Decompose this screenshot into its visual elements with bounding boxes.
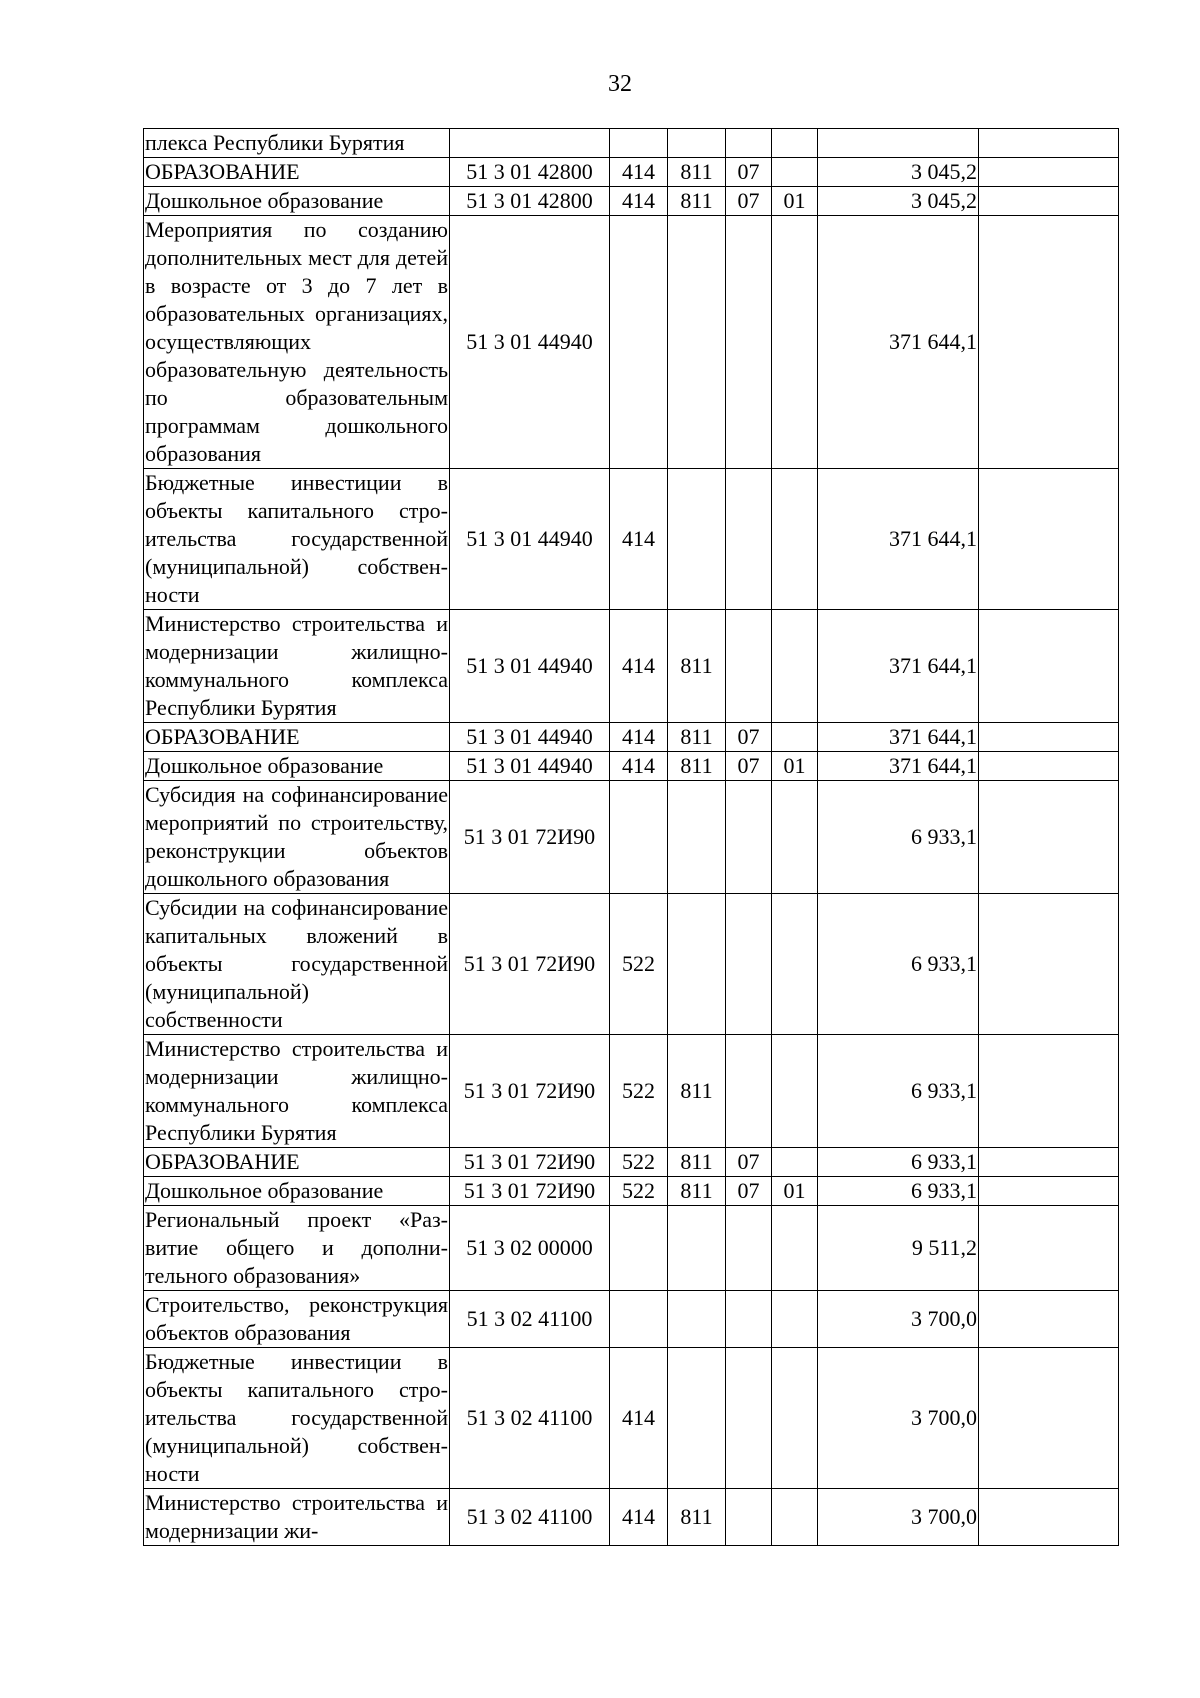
expense-type-cell: 522 <box>610 1035 668 1148</box>
expense-type-cell: 522 <box>610 1148 668 1177</box>
extra-amount-cell <box>979 1148 1119 1177</box>
amount-cell: 371 644,1 <box>818 216 979 469</box>
extra-amount-cell <box>979 1489 1119 1546</box>
administrator-code-cell <box>668 129 726 158</box>
section-code-cell <box>726 1348 772 1489</box>
expense-type-cell: 414 <box>610 469 668 610</box>
target-article-code-cell: 51 3 01 42800 <box>450 158 610 187</box>
page-number: 32 <box>608 71 632 97</box>
section-code-cell <box>726 1206 772 1291</box>
extra-amount-cell <box>979 1206 1119 1291</box>
table-row <box>144 1206 1119 1291</box>
extra-amount-cell <box>979 894 1119 1035</box>
row-name-cell: Бюджетные инвестиции в объекты капитального строительства государственной (муниципальной) собственности <box>144 1348 450 1489</box>
expense-type-cell: 414 <box>610 158 668 187</box>
table-row <box>144 781 1119 894</box>
amount-cell: 3 045,2 <box>818 187 979 216</box>
row-name-cell: Министерство строительства и модернизации жилищно-коммунального комплекса Республики Бурятия <box>144 610 450 723</box>
section-code-cell <box>726 894 772 1035</box>
administrator-code-cell: 811 <box>668 1148 726 1177</box>
target-article-code-cell: 51 3 01 72И90 <box>450 894 610 1035</box>
table-row <box>144 610 1119 723</box>
row-name-cell: ОБРАЗОВАНИЕ <box>144 723 450 752</box>
table-row <box>144 723 1119 752</box>
expense-type-cell: 414 <box>610 187 668 216</box>
target-article-code-cell: 51 3 01 44940 <box>450 469 610 610</box>
amount-cell <box>818 129 979 158</box>
administrator-code-cell: 811 <box>668 752 726 781</box>
amount-cell: 6 933,1 <box>818 781 979 894</box>
amount-cell: 371 644,1 <box>818 723 979 752</box>
table-row <box>144 1035 1119 1148</box>
administrator-code-cell <box>668 781 726 894</box>
section-code-cell <box>726 216 772 469</box>
expense-type-cell: 414 <box>610 1348 668 1489</box>
subsection-code-cell <box>772 1348 818 1489</box>
row-name-cell: Субсидия на софинансирование мероприятий по строительству, реконструкции объектов дошкольного образования <box>144 781 450 894</box>
subsection-code-cell <box>772 610 818 723</box>
target-article-code-cell: 51 3 01 42800 <box>450 187 610 216</box>
subsection-code-cell <box>772 1206 818 1291</box>
extra-amount-cell <box>979 469 1119 610</box>
table-row <box>144 1489 1119 1546</box>
amount-cell: 3 700,0 <box>818 1489 979 1546</box>
extra-amount-cell <box>979 610 1119 723</box>
section-code-cell <box>726 469 772 610</box>
amount-cell: 9 511,2 <box>818 1206 979 1291</box>
row-name-cell: Региональный проект «Развитие общего и дополнительного образования» <box>144 1206 450 1291</box>
expense-type-cell: 522 <box>610 894 668 1035</box>
section-code-cell <box>726 1035 772 1148</box>
expense-type-cell <box>610 781 668 894</box>
administrator-code-cell: 811 <box>668 1177 726 1206</box>
target-article-code-cell: 51 3 01 44940 <box>450 610 610 723</box>
row-name-cell: Министерство строительства и модернизации жи- <box>144 1489 450 1546</box>
table-row <box>144 158 1119 187</box>
administrator-code-cell: 811 <box>668 723 726 752</box>
subsection-code-cell <box>772 469 818 610</box>
subsection-code-cell <box>772 894 818 1035</box>
administrator-code-cell <box>668 216 726 469</box>
table-row <box>144 469 1119 610</box>
budget-table <box>143 128 1119 1546</box>
row-name-cell: Дошкольное образование <box>144 1177 450 1206</box>
table-row <box>144 129 1119 158</box>
expense-type-cell <box>610 1206 668 1291</box>
extra-amount-cell <box>979 752 1119 781</box>
target-article-code-cell: 51 3 01 44940 <box>450 723 610 752</box>
subsection-code-cell: 01 <box>772 187 818 216</box>
subsection-code-cell <box>772 1035 818 1148</box>
amount-cell: 6 933,1 <box>818 894 979 1035</box>
target-article-code-cell: 51 3 02 41100 <box>450 1291 610 1348</box>
subsection-code-cell <box>772 1489 818 1546</box>
amount-cell: 371 644,1 <box>818 610 979 723</box>
table-row <box>144 1148 1119 1177</box>
expense-type-cell: 522 <box>610 1177 668 1206</box>
section-code-cell <box>726 781 772 894</box>
table-row <box>144 1348 1119 1489</box>
row-name-cell: Мероприятия по созданию дополнительных мест для детей в возрасте от 3 до 7 лет в образовательных организациях, осуществляющих образовательную деятельность по образовательным программам дошкольного образования <box>144 216 450 469</box>
expense-type-cell <box>610 1291 668 1348</box>
target-article-code-cell: 51 3 01 72И90 <box>450 1148 610 1177</box>
target-article-code-cell: 51 3 01 72И90 <box>450 1035 610 1148</box>
administrator-code-cell: 811 <box>668 1489 726 1546</box>
subsection-code-cell <box>772 216 818 469</box>
administrator-code-cell <box>668 1206 726 1291</box>
target-article-code-cell: 51 3 01 44940 <box>450 752 610 781</box>
section-code-cell: 07 <box>726 187 772 216</box>
extra-amount-cell <box>979 1291 1119 1348</box>
extra-amount-cell <box>979 1035 1119 1148</box>
row-name-cell: плекса Республики Бурятия <box>144 129 450 158</box>
amount-cell: 3 700,0 <box>818 1348 979 1489</box>
row-name-cell: Дошкольное образование <box>144 752 450 781</box>
amount-cell: 3 700,0 <box>818 1291 979 1348</box>
subsection-code-cell: 01 <box>772 752 818 781</box>
section-code-cell <box>726 1291 772 1348</box>
subsection-code-cell <box>772 1148 818 1177</box>
extra-amount-cell <box>979 216 1119 469</box>
table-row <box>144 752 1119 781</box>
expense-type-cell <box>610 216 668 469</box>
expense-type-cell: 414 <box>610 610 668 723</box>
table-body <box>144 129 1119 1546</box>
expense-type-cell <box>610 129 668 158</box>
table-row <box>144 1291 1119 1348</box>
row-name-cell: Дошкольное образование <box>144 187 450 216</box>
administrator-code-cell: 811 <box>668 158 726 187</box>
section-code-cell <box>726 129 772 158</box>
extra-amount-cell <box>979 187 1119 216</box>
row-name-cell: ОБРАЗОВАНИЕ <box>144 1148 450 1177</box>
subsection-code-cell <box>772 723 818 752</box>
subsection-code-cell <box>772 158 818 187</box>
administrator-code-cell: 811 <box>668 187 726 216</box>
section-code-cell: 07 <box>726 1148 772 1177</box>
section-code-cell: 07 <box>726 752 772 781</box>
row-name-cell: ОБРАЗОВАНИЕ <box>144 158 450 187</box>
row-name-cell: Строительство, реконструкция объектов образования <box>144 1291 450 1348</box>
target-article-code-cell: 51 3 01 72И90 <box>450 781 610 894</box>
target-article-code-cell: 51 3 02 41100 <box>450 1489 610 1546</box>
target-article-code-cell: 51 3 02 00000 <box>450 1206 610 1291</box>
target-article-code-cell: 51 3 01 72И90 <box>450 1177 610 1206</box>
administrator-code-cell: 811 <box>668 1035 726 1148</box>
administrator-code-cell: 811 <box>668 610 726 723</box>
section-code-cell: 07 <box>726 723 772 752</box>
amount-cell: 371 644,1 <box>818 469 979 610</box>
section-code-cell <box>726 1489 772 1546</box>
section-code-cell: 07 <box>726 1177 772 1206</box>
extra-amount-cell <box>979 1348 1119 1489</box>
administrator-code-cell <box>668 894 726 1035</box>
administrator-code-cell <box>668 469 726 610</box>
row-name-cell: Бюджетные инвестиции в объекты капитального строительства государственной (муниципальной) собственности <box>144 469 450 610</box>
target-article-code-cell: 51 3 02 41100 <box>450 1348 610 1489</box>
table-row <box>144 894 1119 1035</box>
expense-type-cell: 414 <box>610 752 668 781</box>
amount-cell: 6 933,1 <box>818 1177 979 1206</box>
amount-cell: 3 045,2 <box>818 158 979 187</box>
amount-cell: 371 644,1 <box>818 752 979 781</box>
extra-amount-cell <box>979 129 1119 158</box>
subsection-code-cell: 01 <box>772 1177 818 1206</box>
section-code-cell: 07 <box>726 158 772 187</box>
extra-amount-cell <box>979 781 1119 894</box>
expense-type-cell: 414 <box>610 723 668 752</box>
extra-amount-cell <box>979 723 1119 752</box>
subsection-code-cell <box>772 129 818 158</box>
table-row <box>144 187 1119 216</box>
row-name-cell: Министерство строительства и модернизации жилищно-коммунального комплекса Республики Бурятия <box>144 1035 450 1148</box>
target-article-code-cell <box>450 129 610 158</box>
expense-type-cell: 414 <box>610 1489 668 1546</box>
table-row <box>144 216 1119 469</box>
row-name-cell: Субсидии на софинансирование капитальных вложений в объекты государственной (муниципальной) собственности <box>144 894 450 1035</box>
table-row <box>144 1177 1119 1206</box>
subsection-code-cell <box>772 781 818 894</box>
administrator-code-cell <box>668 1291 726 1348</box>
extra-amount-cell <box>979 158 1119 187</box>
amount-cell: 6 933,1 <box>818 1148 979 1177</box>
target-article-code-cell: 51 3 01 44940 <box>450 216 610 469</box>
administrator-code-cell <box>668 1348 726 1489</box>
amount-cell: 6 933,1 <box>818 1035 979 1148</box>
section-code-cell <box>726 610 772 723</box>
extra-amount-cell <box>979 1177 1119 1206</box>
subsection-code-cell <box>772 1291 818 1348</box>
